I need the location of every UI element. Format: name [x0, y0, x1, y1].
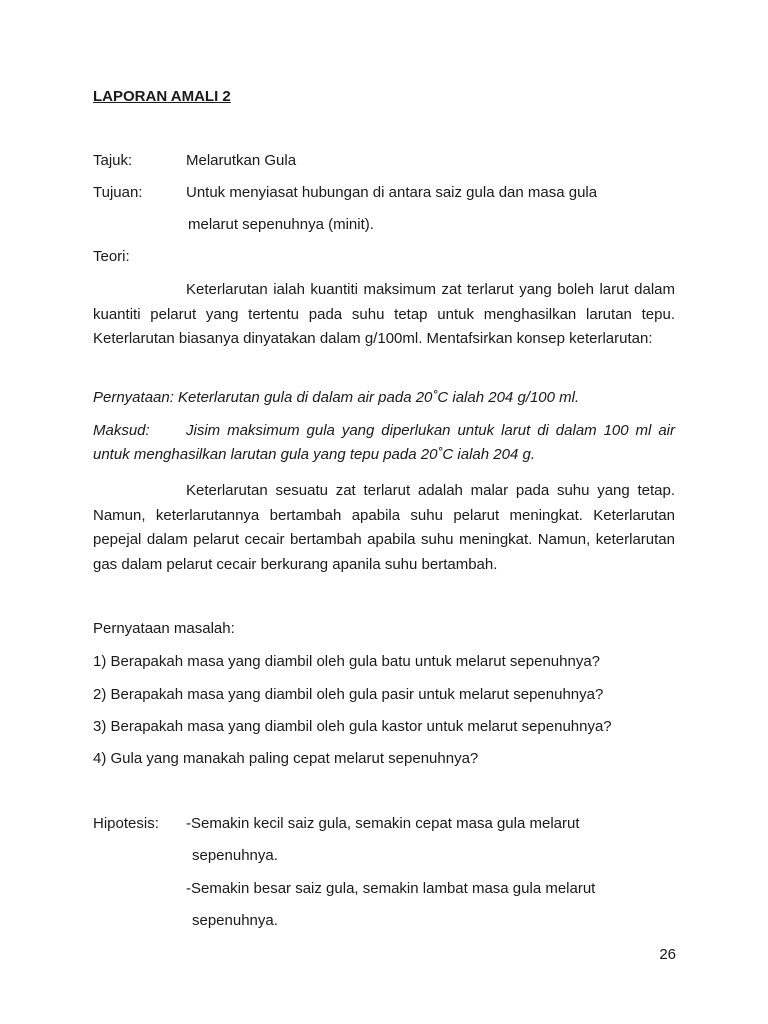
teori-paragraph-2: Keterlarutan sesuatu zat terlarut adalah malar pada suhu yang tetap. Namun, keterlarutannya bertambah apabila suhu pelarut meningkat. Keterlarutan pepejal dalam pelarut cecair bertambah apabila suhu meningkat. Namun, keterlarutan gas dalam pelarut cecair berkurang apanila suhu bertambah.: [93, 482, 675, 573]
page-number: 26: [659, 946, 676, 963]
masalah-item-2: 2) Berapakah masa yang diambil oleh gula pasir untuk melarut sepenuhnya?: [93, 686, 604, 703]
tujuan-line-2: melarut sepenuhnya (minit).: [188, 216, 374, 233]
masalah-item-1: 1) Berapakah masa yang diambil oleh gula batu untuk melarut sepenuhnya?: [93, 653, 600, 670]
teori-label: Teori:: [93, 248, 130, 265]
tajuk-label: Tajuk:: [93, 152, 133, 169]
masalah-item-3: 3) Berapakah masa yang diambil oleh gula kastor untuk melarut sepenuhnya?: [93, 718, 612, 735]
hipotesis-1-line-2: sepenuhnya.: [192, 847, 278, 864]
tujuan-line-1: Untuk menyiasat hubungan di antara saiz gula dan masa gula: [186, 184, 598, 201]
maksud-line-2: untuk menghasilkan larutan gula yang tepu pada 20˚C ialah 204 g.: [93, 446, 535, 463]
masalah-item-4: 4) Gula yang manakah paling cepat melarut sepenuhnya?: [93, 750, 479, 767]
masalah-label: Pernyataan masalah:: [93, 620, 235, 637]
maksud-line-1: Jisim maksimum gula yang diperlukan untuk larut di dalam 100 ml air: [186, 422, 675, 439]
hipotesis-1-line-1: -Semakin kecil saiz gula, semakin cepat masa gula melarut: [186, 815, 580, 832]
pernyataan-statement: Pernyataan: Keterlarutan gula di dalam air pada 20˚C ialah 204 g/100 ml.: [93, 389, 580, 406]
maksud-label: Maksud:: [93, 422, 150, 439]
report-title: LAPORAN AMALI 2: [93, 88, 231, 105]
teori-paragraph-1: Keterlarutan ialah kuantiti maksimum zat terlarut yang boleh larut dalam kuantiti pelarut yang tertentu pada suhu tetap untuk menghasilkan larutan tepu. Keterlarutan biasanya dinyatakan dalam g/100ml. Mentafsirkan konsep keterlarutan:: [93, 281, 675, 347]
hipotesis-2-line-1: -Semakin besar saiz gula, semakin lambat masa gula melarut: [186, 880, 596, 897]
tujuan-label: Tujuan:: [93, 184, 143, 201]
hipotesis-2-line-2: sepenuhnya.: [192, 912, 278, 929]
tajuk-value: Melarutkan Gula: [186, 152, 297, 169]
hipotesis-label: Hipotesis:: [93, 815, 159, 832]
